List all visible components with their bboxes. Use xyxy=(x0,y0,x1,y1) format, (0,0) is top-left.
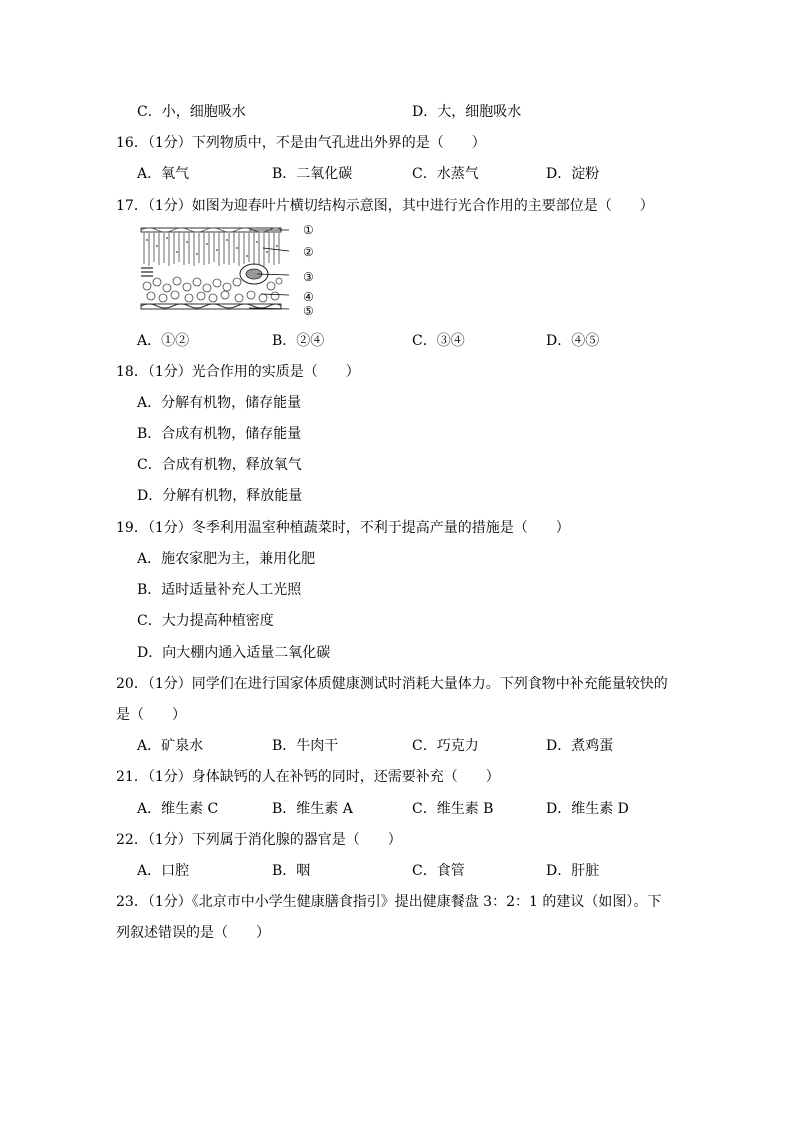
q19-option-c: C．大力提高种植密度 xyxy=(137,613,274,629)
q21-option-c: C．维生素 B xyxy=(412,801,494,817)
q15-option-d: D．大，细胞吸水 xyxy=(412,104,522,120)
q20-option-b: B．牛肉干 xyxy=(272,738,339,754)
q20-stem: 20．（1分）同学们在进行国家体质健康测试时消耗大量体力。下列食物中补充能量较快的 xyxy=(116,676,668,692)
q23-stem-cont: 列叙述错误的是（ ） xyxy=(116,925,270,941)
q21-option-a: A．维生素 C xyxy=(137,801,219,817)
q19-option-d: D．向大棚内通入适量二氧化碳 xyxy=(137,645,331,661)
leaf-cross-section-figure xyxy=(139,224,329,318)
q22-option-b: B．咽 xyxy=(272,863,311,879)
q22-stem: 22．（1分）下列属于消化腺的器官是（ ） xyxy=(116,832,402,848)
figure-label-4: ④ xyxy=(303,290,314,304)
q18-option-a: A．分解有机物，储存能量 xyxy=(137,395,302,411)
q22-option-c: C．食管 xyxy=(412,863,465,879)
q16-option-d: D．淀粉 xyxy=(546,166,600,182)
q16-option-a: A．氧气 xyxy=(137,166,190,182)
q19-option-b: B．适时适量补充人工光照 xyxy=(137,582,302,598)
q16-stem: 16．（1分）下列物质中，不是由气孔进出外界的是（ ） xyxy=(116,135,486,151)
q22-option-d: D．肝脏 xyxy=(546,863,600,879)
q18-stem: 18．（1分）光合作用的实质是（ ） xyxy=(116,364,360,380)
q17-stem: 17．（1分）如图为迎春叶片横切结构示意图，其中进行光合作用的主要部位是（ ） xyxy=(116,198,654,214)
q21-stem: 21．（1分）身体缺钙的人在补钙的同时，还需要补充（ ） xyxy=(116,769,500,785)
q22-option-a: A．口腔 xyxy=(137,863,190,879)
q17-option-c: C．③④ xyxy=(412,333,465,349)
q16-option-c: C．水蒸气 xyxy=(412,166,479,182)
q17-option-b: B．②④ xyxy=(272,333,325,349)
q17-option-d: D．④⑤ xyxy=(546,333,600,349)
q21-option-d: D．维生素 D xyxy=(546,801,629,817)
q19-option-a: A．施农家肥为主，兼用化肥 xyxy=(137,551,316,567)
q17-option-a: A．①② xyxy=(137,333,190,349)
q19-stem: 19．（1分）冬季利用温室种植蔬菜时，不利于提高产量的措施是（ ） xyxy=(116,520,570,536)
q20-option-c: C．巧克力 xyxy=(412,738,479,754)
q21-option-b: B．维生素 A xyxy=(272,801,353,817)
figure-label-2: ② xyxy=(303,245,314,259)
q23-stem: 23．（1分）《北京市中小学生健康膳食指引》提出健康餐盘 3：2：1 的建议（如图）。下 xyxy=(116,894,662,910)
q20-option-d: D．煮鸡蛋 xyxy=(546,738,614,754)
figure-label-5: ⑤ xyxy=(303,304,314,318)
q20-stem-cont: 是（ ） xyxy=(116,707,186,723)
q18-option-c: C．合成有机物，释放氧气 xyxy=(137,457,302,473)
q20-option-a: A．矿泉水 xyxy=(137,738,204,754)
q18-option-d: D．分解有机物，释放能量 xyxy=(137,488,303,504)
figure-label-1: ① xyxy=(303,223,314,237)
figure-label-3: ③ xyxy=(303,270,314,284)
q18-option-b: B．合成有机物，储存能量 xyxy=(137,426,302,442)
q16-option-b: B．二氧化碳 xyxy=(272,166,353,182)
q15-option-c: C．小，细胞吸水 xyxy=(137,104,246,120)
